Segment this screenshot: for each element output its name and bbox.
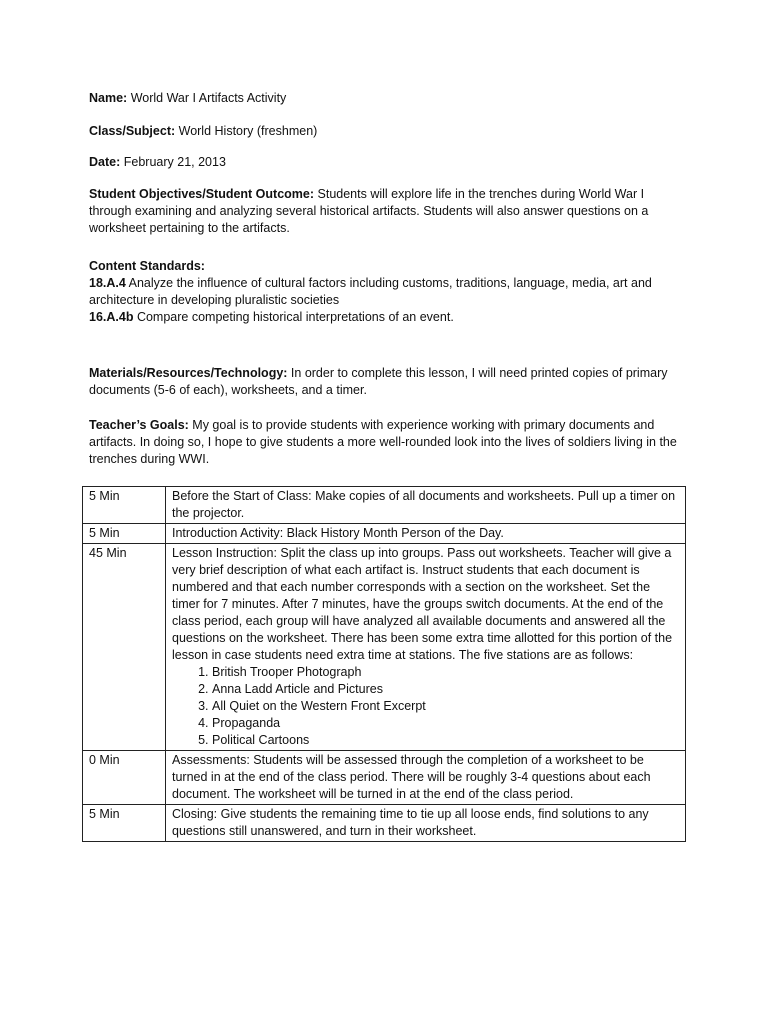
class-subject-line	[89, 123, 689, 140]
materials-label: Materials/Resources/Technology:	[89, 366, 288, 380]
list-item: 5. Political Cartoons	[212, 732, 679, 749]
standard-text: Compare competing historical interpretations of an event.	[136, 310, 454, 324]
duration-cell: 45 Min	[83, 544, 166, 751]
date-line	[89, 154, 689, 171]
activity-cell	[166, 544, 686, 751]
table-row	[83, 524, 686, 544]
objectives-label: Student Objectives/Student Outcome:	[89, 187, 315, 201]
duration-cell: 5 Min	[83, 524, 166, 544]
standard-item	[89, 309, 689, 326]
name-label: Name:	[89, 91, 128, 105]
goals-text: My goal is to provide students with experience working with primary documents and artifacts. In doing so, I hope to give students a more well-rounded look into the lives of soldiers living in the trenches during WWI.	[89, 418, 677, 466]
table-row	[83, 487, 686, 524]
list-item: 1. British Trooper Photograph	[212, 664, 679, 681]
stations-list	[172, 664, 679, 749]
list-item: 2. Anna Ladd Article and Pictures	[212, 681, 679, 698]
list-item: 3. All Quiet on the Western Front Excerpt	[212, 698, 679, 715]
objectives-paragraph	[89, 186, 689, 237]
name-value: World War I Artifacts Activity	[130, 91, 287, 105]
name-line	[89, 90, 689, 107]
goals-paragraph	[89, 417, 689, 468]
materials-text: In order to complete this lesson, I will need printed copies of primary documents (5-6 of each), worksheets, and a timer.	[89, 366, 668, 397]
activity-cell: Introduction Activity: Black History Month Person of the Day.	[166, 524, 686, 544]
objectives-text: Students will explore life in the trenches during World War I through examining and analyzing several historical artifacts. Students will also answer questions on a worksheet pertaining to the artifacts.	[89, 187, 649, 235]
date-value: February 21, 2013	[123, 155, 226, 169]
content-standards-label: Content Standards:	[89, 259, 205, 273]
materials-paragraph	[89, 365, 689, 399]
standard-text: Analyze the influence of cultural factors including customs, traditions, language, media, art and architecture in developing pluralistic societies	[89, 276, 652, 307]
activity-cell: Before the Start of Class: Make copies of all documents and worksheets. Pull up a timer on the projector.	[166, 487, 686, 524]
date-label: Date:	[89, 155, 121, 169]
standard-code: 16.A.4b	[89, 310, 134, 324]
activity-cell: Assessments: Students will be assessed through the completion of a worksheet to be turned in at the end of the class period. There will be roughly 3-4 questions about each document. The worksheet will be turned in at the end of the class period.	[166, 751, 686, 805]
table-row	[83, 751, 686, 805]
standard-code: 18.A.4	[89, 276, 126, 290]
duration-cell: 5 Min	[83, 805, 166, 842]
table-row	[83, 544, 686, 751]
table-row	[83, 805, 686, 842]
goals-label: Teacher’s Goals:	[89, 418, 189, 432]
class-subject-label: Class/Subject:	[89, 124, 176, 138]
activity-cell: Closing: Give students the remaining time to tie up all loose ends, find solutions to any questions still unanswered, and turn in their worksheet.	[166, 805, 686, 842]
duration-cell: 5 Min	[83, 487, 166, 524]
content-standards-section	[89, 258, 689, 326]
list-item: 4. Propaganda	[212, 715, 679, 732]
lesson-schedule-table	[82, 486, 686, 842]
standard-item	[89, 275, 689, 309]
class-subject-value: World History (freshmen)	[178, 124, 318, 138]
duration-cell: 0 Min	[83, 751, 166, 805]
activity-text: Lesson Instruction: Split the class up into groups. Pass out worksheets. Teacher will give a very brief description of what each artifact is. Instruct students that each document is numbered and that each number corresponds with a section on the worksheet. Set the timer for 7 minutes. After 7 minutes, have the groups switch documents. At the end of the class period, each group will have analyzed all available documents and answered all the questions on the worksheet. There has been some extra time allotted for this portion of the lesson in case students need extra time at stations. The five stations are as follows:	[172, 546, 673, 662]
